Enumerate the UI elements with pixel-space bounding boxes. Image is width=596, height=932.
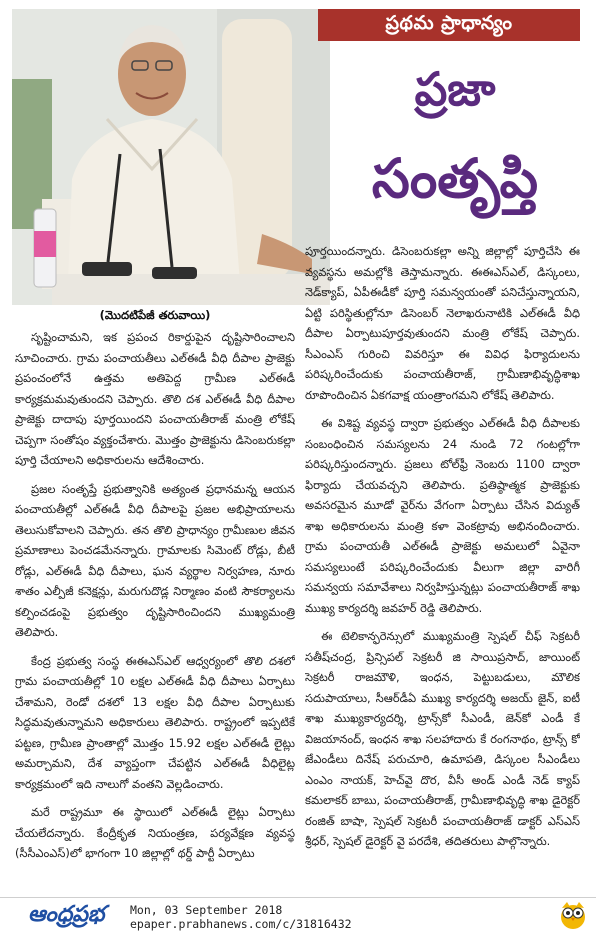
continuation-byline: (మొదటిపేజీ తరువాయి) — [99, 308, 211, 322]
article-photo — [12, 9, 330, 305]
article-paragraph: సృష్టించామని, ఇక ప్రపంచ రికార్డుపైన దృష్టిసారించాలని సూచించారు. గ్రామ పంచాయతీలు ఎల్‌ఈడీ వీధి దీపాల ప్రాజెక్టు ప్రపంచంలోనే ఉత్తమ అతిపెద్ద గ్రామీణ ఎల్‌ఈడీ కార్యక్రమమవుతుందని చెప్పారు. తొలి దశ ఎల్‌ఈడీ వీధి దీపాల ప్రాజెక్టు దాదాపు పూర్తయిందని పంచాయతీరాజ్ మంత్రి లోకేష్ చెప్పగా సంతోషం వ్యక్తంచేశారు. మొత్తం ప్రాజెక్టును డిసెంబరుకల్లా పూర్తి చేయాలని అధికారులను ఆదేశించారు. — [15, 330, 295, 467]
article-column-right — [305, 241, 580, 897]
footer-meta — [130, 903, 352, 931]
article-paragraph: కేంద్ర ప్రభుత్వ సంస్థ ఈఈఎస్‌ఎల్ ఆధ్వర్యంలో తొలి దశలో గ్రామ పంచాయతీల్లో 10 లక్షల ఎల్‌ఈడీ వీధి దీపాలు ఏర్పాటు చేశామని, రెండో దశలో 13 లక్షల వీధి దీపాల ఏర్పాటుకు సిద్ధమవుతున్నామని అధికారులు తెలిపారు. రాష్ట్రంలో ఇప్పటికే పట్టణ, గ్రామీణ ప్రాంతాల్లో మొత్తం 15.92 లక్షల ఎల్‌ఈడీ లైట్లు అమర్చామని, దేశ వ్యాప్తంగా చేపట్టిన ఎల్‌ఈడీ వీధిలైట్ల కార్యక్రమంలో ఇది నాలుగో వంతని వెల్లడించారు. — [15, 653, 295, 791]
section-kicker: ప్రథమ ప్రాధాన్యం — [318, 9, 580, 41]
epaper-link[interactable]: epaper.prabhanews.com/c/31816432 — [130, 917, 352, 931]
article-paragraph: ఈ విశిష్ట వ్యవస్థ ద్వారా ప్రభుత్వం ఎల్‌ఈడీ వీధి దీపాలకు సంబంధించిన సమస్యలను 24 నుండి 72 గంటల్లోగా పరిష్కరిస్తుందన్నారు. ప్రజలు టోల్‌ఫ్రీ నెంబరు 1100 ద్వారా ఫిర్యాదు చేయవచ్చని తెలిపారు. ప్రతిష్ఠాత్మక ప్రాజెక్టుకు అవసరమైన మూడో వైర్‌ను వేగంగా ఏర్పాటు చేసిన విద్యుత్ శాఖ అధికారులను మంత్రి కళా వెంకట్రావు అభినందించారు. గ్రామ పంచాయతీ ఎల్‌ఈడీ ప్రాజెక్టు అమలులో ఏవైనా సమస్యలుంటే పరిష్కరించేందుకు వీలుగా జిల్లా వారిగీ సమన్వయ సమావేశాలు నిర్వహిస్తున్నట్లు పంచాయతీరాజ్ శాఖ ముఖ్య కార్యదర్శి జవహర్ రెడ్డి తెలిపారు. — [305, 416, 580, 615]
owl-icon — [558, 898, 588, 930]
article-column-left — [15, 327, 295, 897]
article-paragraph: మరే రాష్ట్రమూ ఈ స్థాయిలో ఎల్‌ఈడీ లైట్లు ఏర్పాటు చేయలేదన్నారు. కేంద్రీకృత నియంత్రణ, పర్యవేక్షణ వ్యవస్థ (సీసీఎంఎస్)లో భాగంగా 10 జిల్లాల్లో థర్డ్ పార్టీ ఏర్పాటు — [15, 805, 295, 860]
article-paragraph: ప్రజల సంతృప్తే ప్రభుత్వానికి అత్యంత ప్రధానమన్న ఆయన పంచాయతీల్లో ఎల్‌ఈడీ వీధి దీపాలపై ప్రజల అభిప్రాయాలను తెలుసుకోవాలని చెప్పారు. తన తొలి ప్రాధాన్యం గ్రామీణుల జీవన ప్రమాణాలు పెంచడమేనన్నారు. గ్రామాలకు సిమెంట్ రోడ్లు, బీటీ రోడ్లు, ఎల్‌ఈడీ వీధి దీపాలు, ఘన వ్యర్థాల నిర్వహణ, నూరు శాతం ఎల్పీజీ కనెక్షన్లు, మరుగుదొడ్ల నిర్మాణం వంటి సౌకర్యాలను కల్పించడంపై ప్రభుత్వం దృష్టిసారించిందని ముఖ్యమంత్రి తెలిపారు. — [15, 481, 295, 639]
footer-divider — [0, 897, 596, 898]
headline-line-1: ప్రజా — [414, 62, 496, 116]
article-paragraph: పూర్తయిందన్నారు. డిసెంబరుకల్లా అన్ని జిల్లాల్లో పూర్తిచేసి ఈ వ్యవస్థను అమల్లోకి తెస్తామన్నారు. ఈఈఎస్‌ఎల్, డిస్కంలు, నెడ్‌క్యాప్, ఏపీఈడీకో పూర్తి సమన్వయంతో పనిచేస్తున్నాయని, ఏట్టి పరిస్థితుల్లోనూ డిసెంబర్ నెలాఖరునాటికి ఎల్‌ఈడీ వీధి దీపాల ఏర్పాటుపూర్తవుతుందని మంత్రి లోకేష్ చెప్పారు. సీఎంఎస్ గురించి వివరిస్తూ ఈ వివిధ ఫిర్యాదులను పరిష్కరించేందుకు పంచాయతీరాజ్, గ్రామీణాభివృద్ధిశాఖ రూపొందించిన ఏకగవాక్ష యంత్రాంగమని లోకేష్ తెలిపారు. — [305, 244, 580, 402]
headline-line-2: సంతృప్తి — [371, 147, 539, 210]
article-paragraph: ఈ టెలికాన్ఫరెన్సులో ముఖ్యమంత్రి స్పెషల్ చీఫ్ సెక్రటరీ సతీష్‌చంద్ర, ప్రిన్సిపల్ సెక్రటరీ జి సాయిప్రసాద్, జాయింట్ సెక్రటరీ రాజమౌళి, ఇంధన, పెట్టుబడులు, మౌలిక సదుపాయాలు, సీఆర్‌డీఏ ముఖ్య కార్యదర్శి అజయ్ జైన్, ఐటీ శాఖ ముఖ్యకార్యదర్శి, ట్రాన్స్‌కో సీఎండీ, జెన్‌కో ఎండీ కే విజయానంద్, ఇంధన శాఖ సలహాదారు కే రంగనాథం, ట్రాన్స్ కో జేఎండీలు దినేష్ పరుచూరి, ఉమాపతి, డిస్కంల సీఎండీలు ఎంఎం నాయక్, హెచ్‌వై దొర, వీసీ అండ్ ఎండీ నెడ్ క్యాప్ కమలాకర్ బాబు, పంచాయతీరాజ్, గ్రామీణాభివృద్ధి శాఖ డైరెక్టర్ రంజిత్ బాషా, స్పెషల్ సెక్రటరీ పంచాయతీరాజ్ డాక్టర్ ఎస్‌ఎస్ శ్రీధర్, స్పెషల్ డైరెక్టర్ వై పరదేశి, తదితరులు పాల్గొన్నారు. — [305, 629, 580, 848]
newspaper-logo: ఆంధ్రప్రభ — [28, 902, 105, 927]
edition-date: Mon, 03 September 2018 — [130, 903, 283, 917]
photo-illustration — [12, 9, 330, 305]
